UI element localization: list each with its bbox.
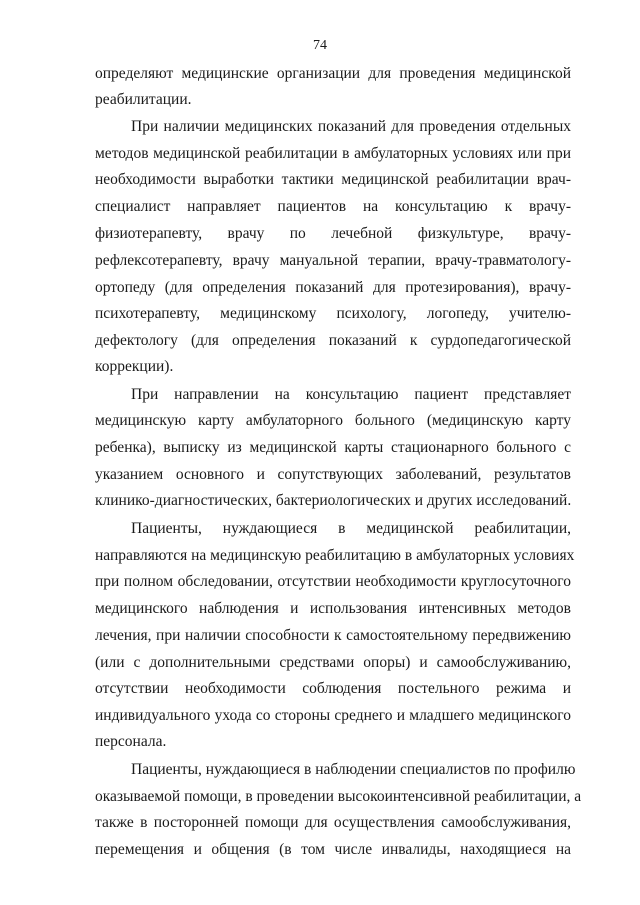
- page-number: 74: [313, 38, 327, 53]
- text-line: персонала.: [95, 733, 167, 750]
- text-line: Пациенты, нуждающиеся в медицинской реабилитации,: [131, 520, 571, 537]
- text-line: необходимости выработки тактики медицинской реабилитации врач-: [95, 171, 571, 188]
- text-line: Пациенты, нуждающиеся в наблюдении специалистов по профилю: [131, 761, 576, 778]
- text-line: определяют медицинские организации для проведения медицинской: [95, 65, 571, 82]
- text-line: отсутствии необходимости соблюдения постельного режима и: [95, 680, 571, 697]
- text-line: специалист направляет пациентов на консультацию к врачу-: [95, 198, 571, 215]
- text-line: При наличии медицинских показаний для проведения отдельных: [131, 118, 571, 135]
- text-line: реабилитации.: [95, 91, 192, 108]
- text-line: коррекции).: [95, 358, 174, 375]
- text-line: рефлексотерапевту, врачу мануальной терапии, врачу-травматологу-: [95, 252, 571, 269]
- text-line: дефектологу (для определения показаний к сурдопедагогической: [95, 332, 571, 349]
- text-line: указанием основного и сопутствующих заболеваний, результатов: [95, 466, 571, 483]
- text-line: направляются на медицинскую реабилитацию в амбулаторных условиях: [95, 547, 575, 564]
- text-line: медицинского наблюдения и использования интенсивных методов: [95, 600, 571, 617]
- text-line: медицинскую карту амбулаторного больного (медицинскую карту: [95, 412, 571, 429]
- text-line: перемещения и общения (в том числе инвалиды, находящиеся на: [95, 841, 571, 858]
- text-line: методов медицинской реабилитации в амбулаторных условиях или при: [95, 145, 571, 162]
- text-line: индивидуального ухода со стороны среднего и младшего медицинского: [95, 707, 571, 724]
- text-line: лечения, при наличии способности к самостоятельному передвижению: [95, 627, 571, 644]
- text-line: ребенка), выписку из медицинской карты стационарного больного с: [95, 439, 571, 456]
- text-line: также в посторонней помощи для осуществления самообслуживания,: [95, 814, 571, 831]
- text-line: психотерапевту, медицинскому психологу, логопеду, учителю-: [95, 305, 571, 322]
- text-line: ортопеду (для определения показаний для протезирования), врачу-: [95, 279, 571, 296]
- text-line: клинико-диагностических, бактериологических и других исследований.: [95, 492, 572, 509]
- text-line: физиотерапевту, врачу по лечебной физкультуре, врачу-: [95, 225, 571, 242]
- text-line: оказываемой помощи, в проведении высокоинтенсивной реабилитации, а: [95, 788, 582, 805]
- text-line: (или с дополнительными средствами опоры) и самообслуживанию,: [95, 654, 571, 671]
- text-line: при полном обследовании, отсутствии необходимости круглосуточного: [95, 573, 571, 590]
- text-line: При направлении на консультацию пациент представляет: [131, 386, 571, 403]
